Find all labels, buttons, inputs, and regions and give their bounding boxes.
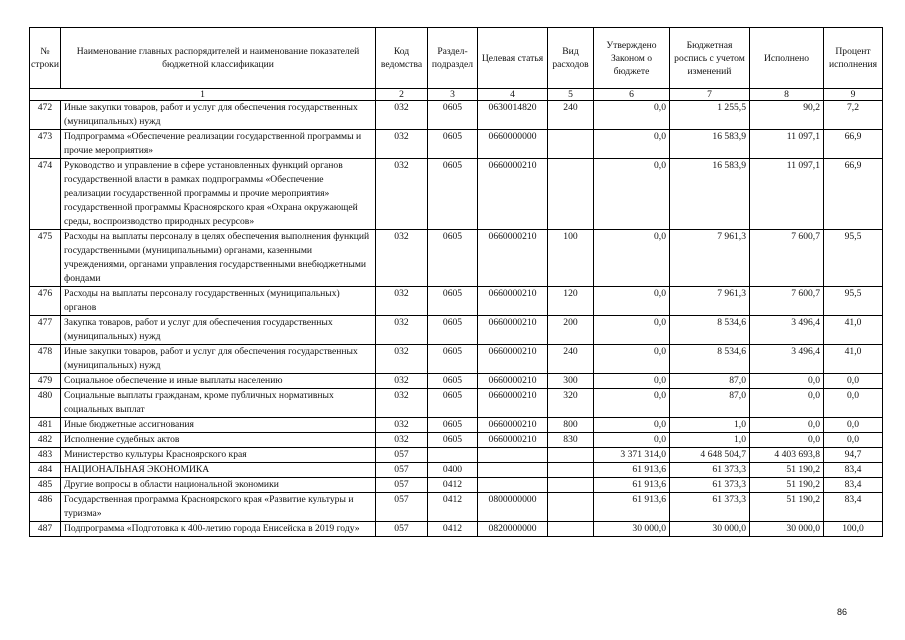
header-executed: Исполнено	[750, 28, 824, 89]
row-number-cell: 486	[30, 493, 61, 522]
row-dept-cell: 032	[376, 345, 428, 374]
row-target-cell	[478, 448, 548, 463]
row-budget-cell: 8 534,6	[670, 316, 750, 345]
row-percent-cell: 83,4	[824, 493, 883, 522]
row-budget-cell: 1,0	[670, 433, 750, 448]
row-dept-cell: 032	[376, 230, 428, 287]
row-target-cell: 0660000210	[478, 418, 548, 433]
table-row	[30, 522, 883, 537]
row-number-cell: 485	[30, 478, 61, 493]
row-dept-cell: 032	[376, 130, 428, 159]
row-dept-cell: 057	[376, 522, 428, 537]
column-numbers-row	[30, 89, 883, 101]
row-percent-cell: 0,0	[824, 389, 883, 418]
row-number-cell: 480	[30, 389, 61, 418]
page-number: 86	[837, 607, 848, 617]
row-target-cell: 0660000210	[478, 433, 548, 448]
row-budget-cell: 16 583,9	[670, 130, 750, 159]
row-section-cell	[428, 448, 478, 463]
row-budget-cell: 87,0	[670, 374, 750, 389]
row-type-cell: 240	[548, 101, 594, 130]
table-row	[30, 493, 883, 522]
row-dept-cell: 057	[376, 478, 428, 493]
row-type-cell	[548, 159, 594, 230]
row-approved-cell: 30 000,0	[594, 522, 670, 537]
row-executed-cell: 7 600,7	[750, 287, 824, 316]
row-number-cell: 474	[30, 159, 61, 230]
col-number: 4	[478, 89, 548, 101]
row-number-cell: 475	[30, 230, 61, 287]
col-number: 3	[428, 89, 478, 101]
col-number: 2	[376, 89, 428, 101]
col-number: 1	[30, 89, 376, 101]
table-body	[30, 101, 883, 537]
row-name-cell: Социальное обеспечение и иные выплаты населению	[61, 374, 376, 389]
row-executed-cell: 30 000,0	[750, 522, 824, 537]
row-dept-cell: 032	[376, 418, 428, 433]
row-target-cell: 0660000210	[478, 374, 548, 389]
table-row	[30, 478, 883, 493]
row-section-cell: 0605	[428, 345, 478, 374]
row-number-cell: 473	[30, 130, 61, 159]
row-budget-cell: 30 000,0	[670, 522, 750, 537]
row-budget-cell: 4 648 504,7	[670, 448, 750, 463]
row-budget-cell: 1 255,5	[670, 101, 750, 130]
row-percent-cell: 66,9	[824, 130, 883, 159]
budget-table	[29, 27, 883, 537]
row-name-cell: Расходы на выплаты персоналу государственных (муниципальных) органов	[61, 287, 376, 316]
row-executed-cell: 90,2	[750, 101, 824, 130]
row-name-cell: Подпрограмма «Подготовка к 400-летию города Енисейска в 2019 году»	[61, 522, 376, 537]
row-approved-cell: 0,0	[594, 316, 670, 345]
row-executed-cell: 51 190,2	[750, 493, 824, 522]
table-row	[30, 433, 883, 448]
row-percent-cell: 66,9	[824, 159, 883, 230]
row-percent-cell: 0,0	[824, 374, 883, 389]
row-percent-cell: 0,0	[824, 418, 883, 433]
row-dept-cell: 032	[376, 287, 428, 316]
table-row	[30, 316, 883, 345]
row-budget-cell: 7 961,3	[670, 287, 750, 316]
row-approved-cell: 3 371 314,0	[594, 448, 670, 463]
row-number-cell: 484	[30, 463, 61, 478]
row-percent-cell: 95,5	[824, 230, 883, 287]
row-section-cell: 0412	[428, 522, 478, 537]
row-type-cell: 120	[548, 287, 594, 316]
table-row	[30, 345, 883, 374]
row-target-cell: 0660000210	[478, 316, 548, 345]
row-name-cell: НАЦИОНАЛЬНАЯ ЭКОНОМИКА	[61, 463, 376, 478]
header-row	[30, 28, 883, 89]
header-budget: Бюджетная роспись с учетом изменений	[670, 28, 750, 89]
row-number-cell: 478	[30, 345, 61, 374]
row-approved-cell: 0,0	[594, 345, 670, 374]
row-percent-cell: 83,4	[824, 463, 883, 478]
table-row	[30, 418, 883, 433]
table-row	[30, 463, 883, 478]
row-target-cell: 0660000210	[478, 159, 548, 230]
header-row-no: № строки	[30, 28, 61, 89]
row-executed-cell: 0,0	[750, 418, 824, 433]
row-executed-cell: 0,0	[750, 389, 824, 418]
header-percent: Процент исполнения	[824, 28, 883, 89]
row-name-cell: Расходы на выплаты персоналу в целях обеспечения выполнения функций государственными (муниципальными) органами, казенными учреждениями, органами управления государственными внебюджетными фондами	[61, 230, 376, 287]
row-dept-cell: 032	[376, 101, 428, 130]
row-dept-cell: 032	[376, 159, 428, 230]
row-type-cell	[548, 493, 594, 522]
row-target-cell	[478, 478, 548, 493]
row-name-cell: Социальные выплаты гражданам, кроме публичных нормативных социальных выплат	[61, 389, 376, 418]
row-number-cell: 482	[30, 433, 61, 448]
row-type-cell	[548, 130, 594, 159]
row-executed-cell: 3 496,4	[750, 316, 824, 345]
row-section-cell: 0400	[428, 463, 478, 478]
row-executed-cell: 0,0	[750, 433, 824, 448]
row-budget-cell: 87,0	[670, 389, 750, 418]
row-name-cell: Иные бюджетные ассигнования	[61, 418, 376, 433]
row-dept-cell: 057	[376, 463, 428, 478]
row-name-cell: Иные закупки товаров, работ и услуг для обеспечения государственных (муниципальных) нужд	[61, 345, 376, 374]
row-budget-cell: 7 961,3	[670, 230, 750, 287]
header-name: Наименование главных распорядителей и наименование показателей бюджетной классификации	[61, 28, 376, 89]
row-approved-cell: 61 913,6	[594, 478, 670, 493]
row-executed-cell: 51 190,2	[750, 463, 824, 478]
row-target-cell: 0660000210	[478, 287, 548, 316]
row-approved-cell: 0,0	[594, 433, 670, 448]
row-dept-cell: 032	[376, 316, 428, 345]
col-number: 8	[750, 89, 824, 101]
table-row	[30, 374, 883, 389]
table-row	[30, 101, 883, 130]
row-section-cell: 0605	[428, 374, 478, 389]
row-number-cell: 476	[30, 287, 61, 316]
row-percent-cell: 95,5	[824, 287, 883, 316]
row-approved-cell: 0,0	[594, 230, 670, 287]
row-type-cell	[548, 448, 594, 463]
row-name-cell: Исполнение судебных актов	[61, 433, 376, 448]
row-approved-cell: 0,0	[594, 418, 670, 433]
row-dept-cell: 057	[376, 448, 428, 463]
row-type-cell	[548, 522, 594, 537]
row-percent-cell: 41,0	[824, 316, 883, 345]
row-type-cell: 300	[548, 374, 594, 389]
row-approved-cell: 0,0	[594, 101, 670, 130]
row-budget-cell: 61 373,3	[670, 493, 750, 522]
row-type-cell: 830	[548, 433, 594, 448]
row-name-cell: Другие вопросы в области национальной экономики	[61, 478, 376, 493]
row-budget-cell: 61 373,3	[670, 463, 750, 478]
row-name-cell: Государственная программа Красноярского края «Развитие культуры и туризма»	[61, 493, 376, 522]
row-section-cell: 0412	[428, 493, 478, 522]
row-type-cell: 240	[548, 345, 594, 374]
row-percent-cell: 41,0	[824, 345, 883, 374]
row-dept-cell: 032	[376, 389, 428, 418]
row-approved-cell: 61 913,6	[594, 463, 670, 478]
row-section-cell: 0605	[428, 101, 478, 130]
row-number-cell: 479	[30, 374, 61, 389]
row-section-cell: 0412	[428, 478, 478, 493]
row-percent-cell: 100,0	[824, 522, 883, 537]
row-percent-cell: 83,4	[824, 478, 883, 493]
row-approved-cell: 0,0	[594, 389, 670, 418]
row-section-cell: 0605	[428, 130, 478, 159]
row-percent-cell: 94,7	[824, 448, 883, 463]
row-approved-cell: 0,0	[594, 287, 670, 316]
row-section-cell: 0605	[428, 418, 478, 433]
row-budget-cell: 61 373,3	[670, 478, 750, 493]
row-executed-cell: 7 600,7	[750, 230, 824, 287]
row-percent-cell: 7,2	[824, 101, 883, 130]
row-name-cell: Закупка товаров, работ и услуг для обеспечения государственных (муниципальных) нужд	[61, 316, 376, 345]
row-section-cell: 0605	[428, 316, 478, 345]
row-executed-cell: 11 097,1	[750, 159, 824, 230]
header-section: Раздел-подраздел	[428, 28, 478, 89]
row-type-cell: 320	[548, 389, 594, 418]
row-name-cell: Подпрограмма «Обеспечение реализации государственной программы и прочие мероприятия»	[61, 130, 376, 159]
row-target-cell: 0660000210	[478, 230, 548, 287]
row-target-cell: 0660000000	[478, 130, 548, 159]
row-name-cell: Руководство и управление в сфере установленных функций органов государственной власти в рамках подпрограммы «Обеспечение реализации государственной программы и прочие мероприятия» государственной программы Красноярского края «Охрана окружающей среды, воспроизводство природных ресурсов»	[61, 159, 376, 230]
row-section-cell: 0605	[428, 389, 478, 418]
table-row	[30, 230, 883, 287]
row-type-cell: 200	[548, 316, 594, 345]
row-budget-cell: 16 583,9	[670, 159, 750, 230]
row-type-cell: 800	[548, 418, 594, 433]
header-target: Целевая статья	[478, 28, 548, 89]
table-row	[30, 389, 883, 418]
row-target-cell: 0820000000	[478, 522, 548, 537]
table-row	[30, 448, 883, 463]
row-type-cell	[548, 478, 594, 493]
table-row	[30, 130, 883, 159]
row-approved-cell: 0,0	[594, 130, 670, 159]
row-number-cell: 483	[30, 448, 61, 463]
row-section-cell: 0605	[428, 230, 478, 287]
row-section-cell: 0605	[428, 287, 478, 316]
header-exp-type: Вид расходов	[548, 28, 594, 89]
row-approved-cell: 0,0	[594, 374, 670, 389]
row-percent-cell: 0,0	[824, 433, 883, 448]
row-target-cell	[478, 463, 548, 478]
row-target-cell: 0660000210	[478, 389, 548, 418]
header-approved: Утверждено Законом о бюджете	[594, 28, 670, 89]
row-approved-cell: 0,0	[594, 159, 670, 230]
row-section-cell: 0605	[428, 433, 478, 448]
row-executed-cell: 51 190,2	[750, 478, 824, 493]
row-target-cell: 0800000000	[478, 493, 548, 522]
row-dept-cell: 057	[376, 493, 428, 522]
header-dept: Код ведомства	[376, 28, 428, 89]
row-executed-cell: 0,0	[750, 374, 824, 389]
row-executed-cell: 3 496,4	[750, 345, 824, 374]
col-number: 5	[548, 89, 594, 101]
row-number-cell: 477	[30, 316, 61, 345]
table-row	[30, 159, 883, 230]
row-target-cell: 0660000210	[478, 345, 548, 374]
row-type-cell	[548, 463, 594, 478]
row-budget-cell: 8 534,6	[670, 345, 750, 374]
row-section-cell: 0605	[428, 159, 478, 230]
row-dept-cell: 032	[376, 374, 428, 389]
row-executed-cell: 4 403 693,8	[750, 448, 824, 463]
row-executed-cell: 11 097,1	[750, 130, 824, 159]
row-name-cell: Министерство культуры Красноярского края	[61, 448, 376, 463]
row-number-cell: 487	[30, 522, 61, 537]
col-number: 6	[594, 89, 670, 101]
row-name-cell: Иные закупки товаров, работ и услуг для обеспечения государственных (муниципальных) нужд	[61, 101, 376, 130]
row-number-cell: 472	[30, 101, 61, 130]
row-number-cell: 481	[30, 418, 61, 433]
col-number: 7	[670, 89, 750, 101]
row-dept-cell: 032	[376, 433, 428, 448]
row-approved-cell: 61 913,6	[594, 493, 670, 522]
col-number: 9	[824, 89, 883, 101]
table-row	[30, 287, 883, 316]
row-type-cell: 100	[548, 230, 594, 287]
row-budget-cell: 1,0	[670, 418, 750, 433]
row-target-cell: 0630014820	[478, 101, 548, 130]
